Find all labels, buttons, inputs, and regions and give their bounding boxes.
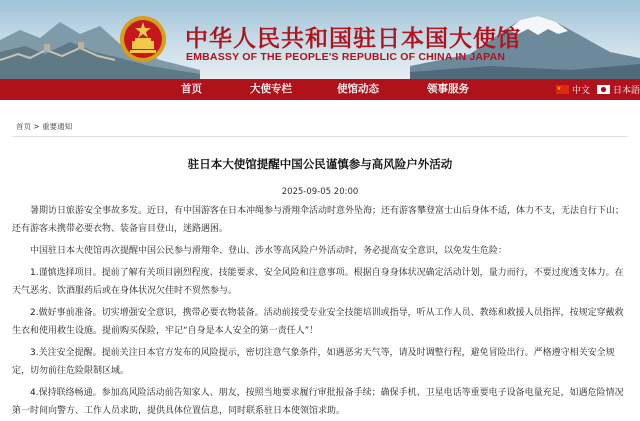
article-date: 2025-09-05 20:00	[281, 187, 359, 197]
lang-chinese[interactable]	[556, 82, 590, 97]
article-body	[12, 202, 631, 421]
japan-flag-icon	[597, 85, 610, 94]
china-flag-icon	[556, 85, 569, 94]
nav-ambassador-column[interactable]: 大使专栏	[250, 83, 292, 95]
site-title-english: EMBASSY OF THE PEOPLE'S REPUBLIC OF CHINA IN JAPAN	[186, 51, 506, 63]
breadcrumb-divider	[12, 136, 628, 137]
site-title-chinese: 中华人民共和国驻日本国大使馆	[185, 26, 521, 52]
breadcrumb-current[interactable]: 重要通知	[42, 122, 73, 131]
article-paragraph: 2.做好事前准备。切实增强安全意识，携带必要衣物装备。活动前接受专业安全技能培训或指导，听从工作人员、教练和救援人员指挥，按规定穿戴救生衣和使用救生设施。提前购买保险，牢记“自身是本人安全的第一责任人”！	[12, 308, 624, 336]
great-wall-illustration	[0, 0, 200, 79]
nav-home[interactable]: 首页	[181, 83, 202, 95]
article-paragraph: 1.谨慎选择项目。提前了解有关项目剧烈程度、技能要求、安全风险和注意事项。根据自身身体状况确定活动计划，量力而行，不要过度透支体力。在天气恶劣、饮酒服药后或在身体状况欠佳时不贸然参与。	[12, 268, 624, 296]
header-banner	[0, 0, 640, 79]
lang-japanese-label: 日本語	[613, 86, 640, 96]
breadcrumb	[16, 121, 72, 132]
article-title: 驻日本大使馆提醒中国公民谨慎参与高风险户外活动	[187, 157, 453, 171]
national-emblem-icon	[118, 14, 168, 64]
nav-embassy-news[interactable]: 使馆动态	[337, 83, 379, 95]
nav-consular-services[interactable]: 领事服务	[427, 83, 469, 95]
article-paragraph: 3.关注安全提醒。提前关注日本官方发布的风险提示，密切注意气象条件，如遇恶劣天气等，请及时调整行程，避免冒险出行。严格遵守相关安全规定，切勿前往危险限制区域。	[12, 348, 615, 376]
main-nav	[0, 79, 640, 100]
article-paragraph: 4.保持联络畅通。参加高风险活动前告知家人、朋友，按照当地要求履行审批报备手续；确保手机、卫星电话等重要电子设备电量充足，如遇危险情况第一时间向警方、工作人员求助，提供具体位置信息，同时联系驻日本使领馆求助。	[12, 388, 624, 416]
breadcrumb-home[interactable]: 首页	[16, 122, 31, 131]
breadcrumb-separator: >	[33, 122, 40, 131]
lang-japanese[interactable]	[597, 82, 640, 97]
lang-chinese-label: 中文	[572, 86, 591, 96]
article-paragraph: 暑期访日旅游安全事故多发。近日，有中国游客在日本冲绳参与滑翔伞活动时意外坠海；还有游客攀登富士山后身体不适，体力不支，无法自行下山；还有游客未携带必要衣物、装备盲目登山，迷路遇困。	[12, 206, 625, 234]
article-paragraph: 中国驻日本大使馆再次提醒中国公民参与滑翔伞、登山、涉水等高风险户外活动时，务必提高安全意识，以免发生危险：	[30, 246, 508, 256]
